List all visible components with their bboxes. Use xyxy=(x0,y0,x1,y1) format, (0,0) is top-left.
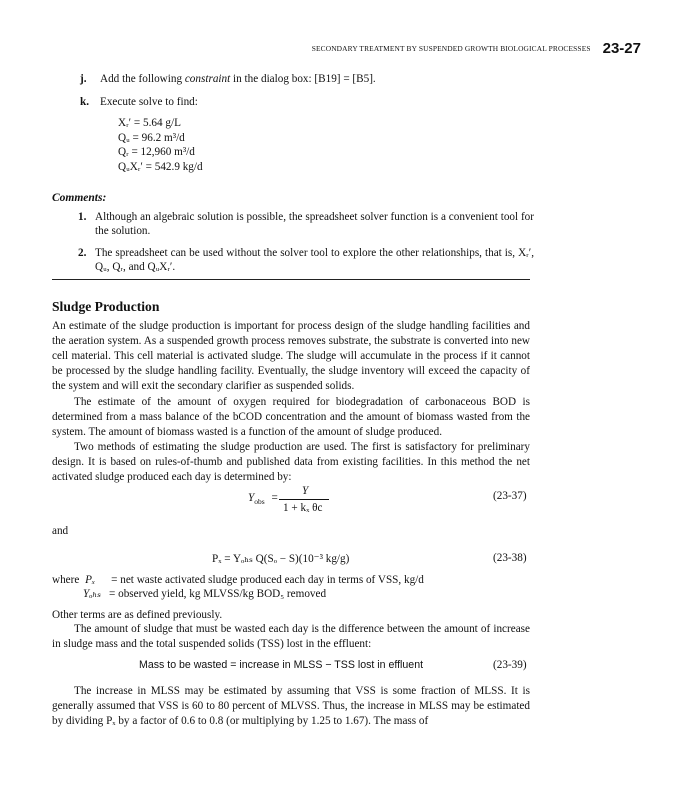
paragraph: An estimate of the sludge production is important for process design of the sludge handling facilities and the aeration system. As a suspended growth process removes substrate, the substrate is converted into new cell material. This cell material is activated sludge. The sludge will accumulate in the process if it cannot be processed by the sludge handling facility. Eventually, the sludge inventory will exceed the capacity of the system and will exit the secondary clarifier as suspended solids. xyxy=(52,320,530,393)
result-line: QᵤXᵣ′ = 542.9 kg/d xyxy=(118,160,203,173)
step-k xyxy=(80,95,198,109)
where-symbol: Yₒₕₛ xyxy=(83,588,102,600)
paragraph: The amount of sludge that must be wasted each day is the difference between the amount of increase in sludge mass and the total suspended solids (TSS) lost in the effluent: xyxy=(52,623,530,651)
result-line: Qᵤ = 96.2 m³/d xyxy=(118,131,185,144)
result-line: Xᵣ′ = 5.64 g/L xyxy=(118,117,181,129)
where-symbol: Pₓ xyxy=(85,574,96,586)
page-number: 23-27 xyxy=(602,40,641,57)
comment-text: Although an algebraic solution is possible, the spreadsheet solver function is a convenient tool for the solution. xyxy=(95,211,534,237)
and-word: and xyxy=(52,525,69,537)
where-text: = observed yield, kg MLVSS/kg BOD₅ removed xyxy=(109,588,327,600)
comment-item xyxy=(78,210,534,238)
comment-text: The spreadsheet can be used without the solver tool to explore the other relationships, that is, Xᵣ′, Qᵤ, Qᵣ, and QᵤXᵣ′. xyxy=(95,247,534,273)
where-definition xyxy=(83,587,326,601)
equation-number: (23-39) xyxy=(493,659,527,671)
fraction-bar xyxy=(279,499,329,500)
where-definition: where Pₓ = net waste activated sludge produced each day in terms of VSS, kg/d xyxy=(52,574,424,586)
paragraph: Two methods of estimating the sludge production are used. The first is satisfactory for preliminary design. It is based on rules-of-thumb and published data from existing facilities. In this method the net activated sludge produced each day is determined by: xyxy=(52,441,530,484)
paragraph: Other terms are as defined previously. xyxy=(52,609,223,621)
equation-23-39: Mass to be wasted = increase in MLSS − TSS lost in effluent xyxy=(139,659,424,671)
equation-23-38: Pₓ = Yₒₕₛ Q(Sₒ − S)(10⁻³ kg/g) xyxy=(212,553,350,565)
solver-results xyxy=(118,116,203,174)
step-j-text-a: Add the following xyxy=(100,73,185,85)
comment-number: 1. xyxy=(78,211,87,223)
example-end-rule xyxy=(52,279,530,280)
step-j xyxy=(80,72,376,86)
equation-23-37-numerator: Y xyxy=(302,485,309,497)
step-k-letter: k. xyxy=(80,96,90,108)
where-text: = net waste activated sludge produced each day in terms of VSS, kg/d xyxy=(111,574,424,586)
comment-item xyxy=(78,246,534,274)
equation-23-37-lhs: $Y_{obs}$ = xyxy=(248,492,278,507)
step-j-text-b: in the dialog box: [B19] = [B5]. xyxy=(230,73,376,85)
comment-number: 2. xyxy=(78,247,87,259)
section-heading: Sludge Production xyxy=(52,299,160,314)
comments-heading: Comments: xyxy=(52,192,107,204)
running-head-title: SECONDARY TREATMENT BY SUSPENDED GROWTH BIOLOGICAL PROCESSES xyxy=(311,44,591,53)
equation-23-37-denominator: 1 + kₓ θc xyxy=(283,502,323,514)
step-k-text: Execute solve to find: xyxy=(100,96,198,108)
equation-number: (23-37) xyxy=(493,490,527,502)
equation-number: (23-38) xyxy=(493,552,527,564)
running-head xyxy=(52,40,641,58)
step-j-emphasis: constraint xyxy=(184,73,231,85)
step-j-letter: j. xyxy=(80,73,87,85)
paragraph: The estimate of the amount of oxygen required for biodegradation of carbonaceous BOD is determined from a mass balance of the bCOD concentration and the amount of biomass wasted from the system. The amount of biomass wasted is a function of the amount of sludge produced. xyxy=(52,396,530,439)
result-line: Qᵣ = 12,960 m³/d xyxy=(118,146,195,158)
paragraph: The increase in MLSS may be estimated by assuming that VSS is some fraction of MLSS. It is generally assumed that VSS is 60 to 80 percent of MLVSS. Thus, the increase in MLSS may be estimated by dividing Pₓ by a factor of 0.6 to 0.8 (or multiplying by 1.25 to 1.67). The mass of xyxy=(52,685,530,728)
